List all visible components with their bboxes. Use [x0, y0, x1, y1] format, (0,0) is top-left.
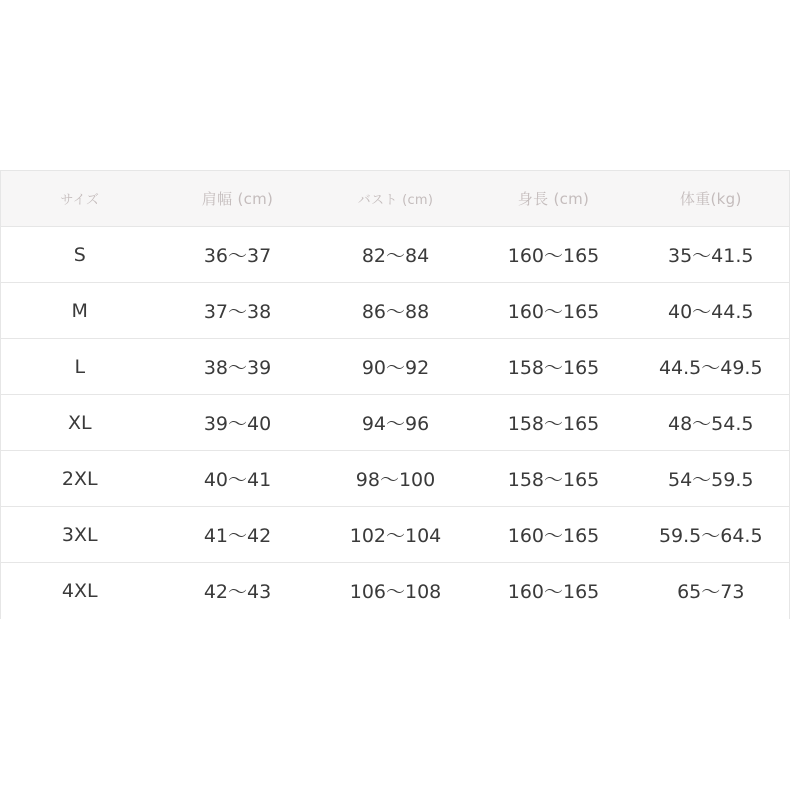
cell-shoulder-width: 39～40 — [203, 413, 272, 435]
cell-weight: 35～41.5 — [668, 245, 754, 267]
cell-bust: 106～108 — [349, 581, 442, 604]
table-row — [1, 563, 790, 619]
table-header-row — [1, 171, 790, 227]
cell-size: 2XL — [61, 467, 98, 490]
cell-size: L — [74, 355, 86, 378]
cell-shoulder-width: 36～37 — [203, 245, 272, 267]
header-height: 身長 (cm) — [517, 190, 590, 208]
cell-bust: 86～88 — [361, 301, 430, 323]
cell-weight: 65～73 — [677, 581, 745, 604]
header-shoulder-width: 肩幅 (cm) — [201, 190, 274, 208]
table-row — [1, 283, 790, 339]
cell-bust: 90～92 — [361, 357, 430, 379]
table-row — [1, 451, 790, 507]
size-chart-table — [0, 170, 790, 619]
cell-weight: 54～59.5 — [668, 469, 754, 491]
cell-bust: 102～104 — [349, 525, 442, 547]
cell-height: 160～165 — [507, 301, 600, 323]
cell-shoulder-width: 42～43 — [203, 581, 272, 604]
header-weight: 体重(kg) — [679, 190, 742, 208]
cell-shoulder-width: 37～38 — [203, 301, 272, 323]
table-row — [1, 227, 790, 283]
cell-height: 160～165 — [507, 525, 600, 547]
cell-weight: 40～44.5 — [668, 301, 754, 323]
table-row — [1, 395, 790, 451]
cell-shoulder-width: 41～42 — [203, 525, 272, 547]
table-row — [1, 507, 790, 563]
cell-size: M — [71, 299, 88, 322]
cell-height: 160～165 — [507, 581, 600, 604]
header-size: サイズ — [60, 193, 100, 208]
cell-bust: 98～100 — [355, 469, 436, 491]
cell-bust: 82～84 — [361, 245, 430, 267]
cell-height: 158～165 — [507, 469, 600, 491]
cell-height: 158～165 — [507, 357, 600, 379]
cell-shoulder-width: 40～41 — [203, 469, 272, 491]
cell-shoulder-width: 38～39 — [203, 357, 272, 379]
cell-size: 3XL — [61, 523, 98, 546]
table-row — [1, 339, 790, 395]
cell-bust: 94～96 — [361, 413, 430, 435]
cell-height: 158～165 — [507, 413, 600, 435]
cell-weight: 59.5～64.5 — [658, 525, 763, 547]
cell-size: XL — [67, 411, 92, 434]
cell-size: S — [73, 243, 86, 266]
cell-size: 4XL — [61, 579, 98, 602]
cell-weight: 48～54.5 — [668, 413, 754, 435]
cell-weight: 44.5～49.5 — [658, 357, 763, 379]
cell-height: 160～165 — [507, 245, 600, 267]
header-bust: バスト (cm) — [357, 193, 434, 208]
